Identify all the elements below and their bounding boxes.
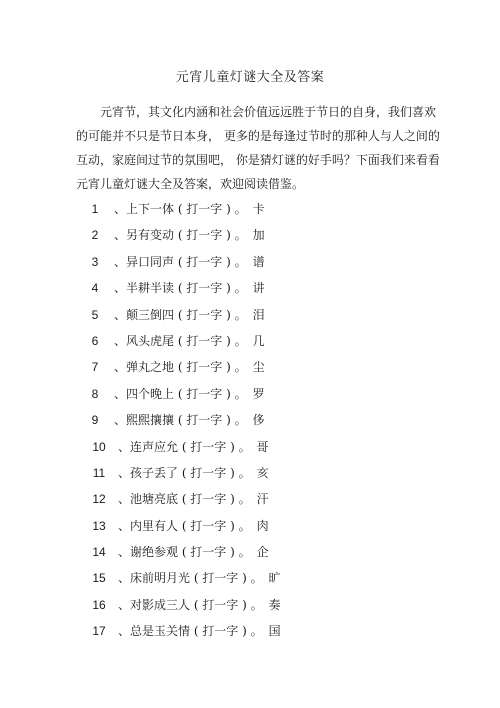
riddle-number: 14 <box>92 545 106 560</box>
riddle-number: 16 <box>92 597 106 612</box>
riddle-number: 9 <box>91 413 99 428</box>
riddle-item <box>0 275 500 301</box>
riddle-text <box>114 328 265 354</box>
riddle-number: 4 <box>91 281 99 296</box>
riddle-question: 、总是玉关情 ( 打一字 ) 。 <box>118 624 263 639</box>
riddle-answer: 罗 <box>252 386 265 401</box>
riddle-item <box>0 592 500 618</box>
riddle-text <box>114 302 265 328</box>
riddle-item <box>0 222 500 248</box>
riddle-number: 13 <box>92 518 106 533</box>
intro-line: 互动，家庭间过节的氛围吧， 你是猜灯谜的好手吗？下面我们来看看 <box>76 153 440 167</box>
riddle-item <box>0 196 500 222</box>
intro-line: 元宵节，其文化内涵和社会价值远远胜于节日的自身，我们喜欢 <box>100 105 437 119</box>
riddle-item <box>0 249 500 275</box>
riddle-number: 15 <box>92 571 106 586</box>
riddle-question: 、四个晚上 ( 打一字 ) 。 <box>114 386 247 401</box>
riddle-number: 5 <box>91 307 99 322</box>
riddle-number: 11 <box>92 465 106 480</box>
riddle-item <box>0 486 500 512</box>
riddle-answer: 卡 <box>252 202 265 216</box>
riddle-item <box>0 354 500 380</box>
riddle-answer: 汗 <box>256 492 269 507</box>
riddle-question: 、内里有人 ( 打一字 ) 。 <box>118 518 251 533</box>
riddle-text <box>118 434 269 460</box>
riddle-answer: 尘 <box>252 360 265 375</box>
riddle-question: 、异口同声 ( 打一字 ) 。 <box>114 254 247 269</box>
riddle-item <box>0 513 500 539</box>
riddle-text <box>114 381 265 407</box>
document-title: 元宵儿童灯谜大全及答案 <box>175 70 325 85</box>
riddle-answer: 国 <box>268 624 281 639</box>
riddle-item <box>0 434 500 460</box>
riddle-item <box>0 460 500 486</box>
riddle-answer: 奏 <box>268 597 281 612</box>
riddle-number: 2 <box>91 228 99 243</box>
intro-line: 元宵儿童灯谜大全及答案，欢迎阅读借鉴。 <box>76 177 305 191</box>
riddle-item <box>0 381 500 407</box>
riddle-question: 、谢绝参观 ( 打一字 ) 。 <box>118 545 251 560</box>
riddle-text <box>118 539 269 565</box>
riddle-answer: 谱 <box>252 254 265 269</box>
riddle-answer: 几 <box>252 333 265 348</box>
riddle-text <box>114 275 265 301</box>
intro-paragraph <box>76 100 440 196</box>
riddle-text <box>114 196 265 222</box>
riddle-number: 3 <box>91 254 99 269</box>
riddle-question: 、对影成三人 ( 打一字 ) 。 <box>118 597 263 612</box>
riddle-item <box>0 618 500 644</box>
riddle-item <box>0 539 500 565</box>
riddle-question: 、熙熙攘攘 ( 打一字 ) 。 <box>114 413 247 428</box>
riddle-number: 10 <box>92 439 106 454</box>
riddle-text <box>118 513 269 539</box>
riddle-number: 12 <box>92 492 106 507</box>
riddle-item <box>0 407 500 433</box>
riddle-text <box>118 486 269 512</box>
riddle-number: 7 <box>91 360 99 375</box>
riddle-number: 8 <box>91 386 99 401</box>
riddle-question: 、风头虎尾 ( 打一字 ) 。 <box>114 333 247 348</box>
riddle-question: 、连声应允 ( 打一字 ) 。 <box>118 439 251 454</box>
riddle-answer: 泪 <box>252 307 265 322</box>
riddle-question: 、上下一体 ( 打一字 ) 。 <box>114 202 247 216</box>
riddle-question: 、池塘亮底 ( 打一字 ) 。 <box>118 492 251 507</box>
riddle-number: 6 <box>91 333 99 348</box>
riddle-question: 、另有变动 ( 打一字 ) 。 <box>114 228 247 243</box>
riddle-text <box>118 618 281 644</box>
riddle-question: 、弹丸之地 ( 打一字 ) 。 <box>114 360 247 375</box>
intro-line: 的可能并不只是节日本身， 更多的是每逢过节时的那种人与人之间的 <box>76 129 440 143</box>
riddle-number: 17 <box>92 624 106 639</box>
riddle-answer: 侈 <box>252 413 265 428</box>
riddle-text <box>114 249 265 275</box>
riddle-list <box>0 196 500 645</box>
riddle-item <box>0 302 500 328</box>
riddle-answer: 企 <box>256 545 269 560</box>
riddle-item <box>0 565 500 591</box>
riddle-question: 、半耕半读 ( 打一字 ) 。 <box>114 281 247 296</box>
riddle-answer: 哥 <box>256 439 269 454</box>
riddle-text <box>118 565 281 591</box>
riddle-question: 、颠三倒四 ( 打一字 ) 。 <box>114 307 247 322</box>
riddle-question: 、床前明月光 ( 打一字 ) 。 <box>118 571 263 586</box>
riddle-answer: 肉 <box>256 518 269 533</box>
riddle-text <box>118 460 269 486</box>
riddle-text <box>118 592 281 618</box>
riddle-text <box>114 407 265 433</box>
riddle-question: 、孩子丢了 ( 打一字 ) 。 <box>118 465 251 480</box>
riddle-answer: 亥 <box>256 465 269 480</box>
riddle-text <box>114 354 265 380</box>
riddle-answer: 讲 <box>252 281 265 296</box>
riddle-text <box>114 222 265 248</box>
riddle-item <box>0 328 500 354</box>
riddle-answer: 加 <box>252 228 265 243</box>
riddle-number: 1 <box>91 202 99 216</box>
riddle-answer: 旷 <box>268 571 281 586</box>
